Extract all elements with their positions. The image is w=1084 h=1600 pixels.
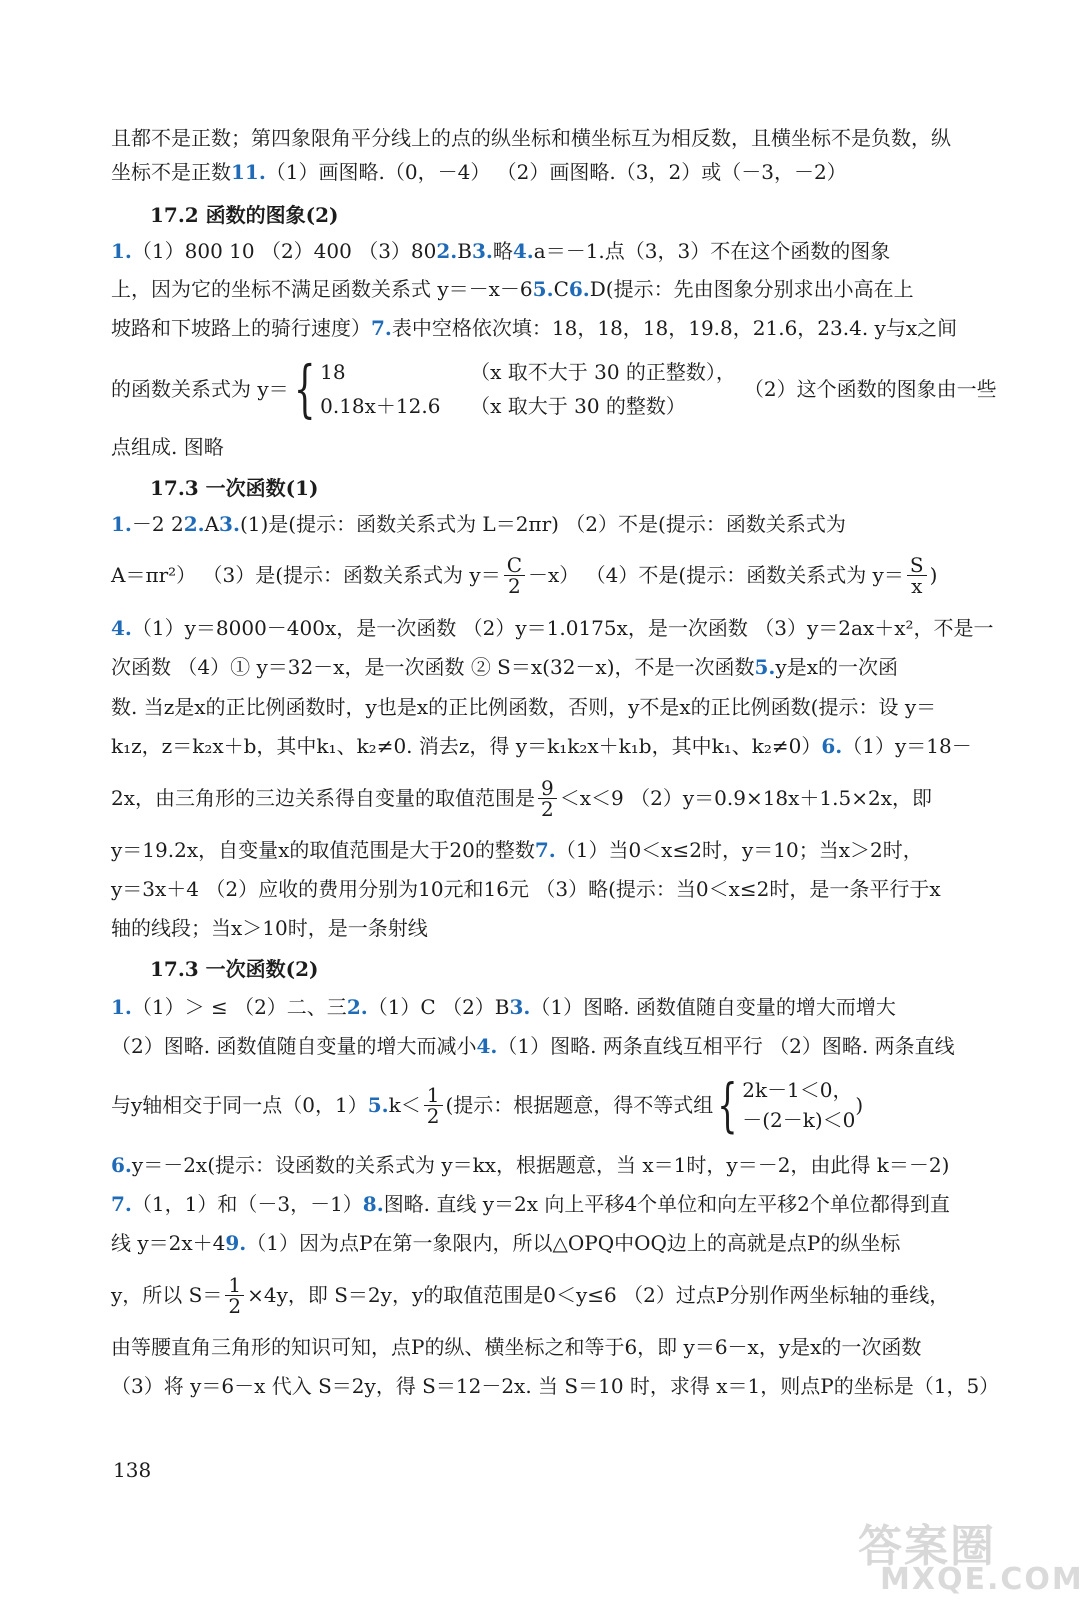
line-text: (1)是(提示：函数关系式为 L＝2πr) （2）不是(提示：函数关系式为 [239,512,846,536]
question-number: 6. [111,1153,132,1177]
fraction-numerator: 1 [424,1085,443,1106]
line-text: （1）y＝8000－400x，是一次函数 （2）y＝1.0175x，是一次函数 （3）y＝2ax＋x²，不是一 [131,616,994,640]
text-line [111,1151,986,1179]
watermark-logo [850,1510,1084,1600]
text-line [111,237,986,265]
line-text: y＝3x＋4 （2）应收的费用分别为10元和16元 （3）略(提示：当0＜x≤2时，是一条平行于x [111,877,941,901]
question-number: 3. [219,512,240,536]
line-text: k₁z，z＝k₂x＋b，其中k₁、k₂≠0. 消去z，得 y＝k₁k₂x＋k₁b，其中k₁、k₂≠0） [111,734,822,758]
line-text: 的函数关系式为 y＝ [111,377,289,401]
fraction-numerator: C [504,555,525,576]
question-number: 6. [568,277,590,301]
line-text: 坡路和下坡路上的骑行速度） [111,316,371,340]
line-text: （1）因为点P在第一象限内，所以△OPQ中OQ边上的高就是点P的纵坐标 [246,1231,901,1255]
question-number: 7. [534,838,556,862]
question-number: 1. [111,239,132,263]
line-text: D(提示：先由图象分别求出小高在上 [589,277,914,301]
line-text: 坐标不是正数 [111,160,231,184]
line-text: y是x的一次函 [775,655,898,679]
question-number: 7. [111,1192,132,1216]
line-text: －x） （4）不是(提示：函数关系式为 y＝ [528,563,904,587]
text-line [111,914,986,942]
fraction-numerator: S [907,555,927,576]
line-text: 图略. 直线 y＝2x 向上平移4个单位和向左平移2个单位都得到直 [383,1192,950,1216]
fraction-numerator: 9 [538,778,557,799]
question-number: 5. [367,1093,389,1117]
text-line [111,773,986,823]
watermark-url: MXQE.COM [880,1562,1084,1597]
line-text: （1，1）和（－3，－1） [131,1192,363,1216]
line-text: （1）图略. 函数值随自变量的增大而增大 [530,995,896,1019]
line-text: （2）这个函数的图象由一些 [743,377,997,401]
line-text: 轴的线段；当x＞10时，是一条射线 [111,916,428,940]
piecewise-function [320,355,736,423]
line-text: 线 y＝2x＋4 [111,1231,226,1255]
piece-expression: 0.18x＋12.6 [320,394,441,418]
line-text: 且都不是正数；第四象限角平分线上的点的纵坐标和横坐标互为相反数，且横坐标不是负数，纵 [111,126,951,150]
line-text: －2 2 [131,512,184,536]
fraction [907,552,927,598]
line-text: a＝－1.点（3，3）不在这个函数的图象 [533,239,891,263]
piece-expression: 18 [320,360,346,384]
text-line [111,1333,986,1361]
line-text: 2x，由三角形的三边关系得自变量的取值范围是 [111,786,536,810]
line-text: 由等腰直角三角形的知识可知，点P的纵、横坐标之和等于6，即 y＝6－x，y是x的一次函数 [111,1335,922,1359]
line-text: ) [929,563,938,587]
question-number: 2. [183,512,205,536]
section-heading: 17.2 函数的图象(2) [150,203,339,227]
line-text: 上，因为它的坐标不满足函数关系式 y＝－x－6 [111,277,533,301]
page-number: 138 [113,1458,152,1482]
fraction [504,552,525,598]
line-text: B [457,239,472,263]
left-brace-icon: { [293,352,316,425]
fraction-denominator: 2 [228,1293,242,1318]
inequality-system [742,1075,855,1135]
text-line [111,1229,986,1257]
line-text: (提示：根据题意，得不等式组 [445,1093,714,1117]
line-text: （2）图略. 函数值随自变量的增大而减小 [111,1034,477,1058]
text-line [111,158,986,186]
fraction-denominator: 2 [426,1103,440,1128]
line-text: 数. 当z是x的正比例函数时，y也是x的正比例函数，否则，y不是x的正比例函数(提示：设 y＝ [111,695,937,719]
question-number: 3. [509,995,531,1019]
line-text: ×4y，即 S＝2y，y的取值范围是0＜y≤6 （2）过点P分别作两坐标轴的垂线， [247,1283,950,1307]
line-text: （1）当0＜x≤2时，y＝10；当x＞2时， [555,838,923,862]
inequality: 2k－1＜0， [742,1078,853,1102]
text-line [111,510,986,538]
question-number: 4. [476,1034,498,1058]
fraction-denominator: 2 [508,573,521,598]
line-text: （1）图略. 两条直线互相平行 （2）图略. 两条直线 [497,1034,955,1058]
text-line [111,550,986,600]
text-line [111,433,986,461]
text-line [111,352,997,426]
question-number: 1. [111,995,132,1019]
line-text: A＝πr²） （3）是(提示：函数关系式为 y＝ [111,563,501,587]
line-text: ) [855,1093,864,1117]
fraction [225,1272,244,1318]
text-line [111,993,986,1021]
question-number: 3. [471,239,493,263]
text-line [111,732,986,760]
line-text: （1）＞ ≤ （2）二、三 [131,995,347,1019]
question-number: 6. [821,734,843,758]
piece-condition: （x 取大于 30 的整数） [470,394,686,418]
fraction [424,1082,443,1128]
line-text: A [204,512,220,536]
text-line [111,124,986,152]
text-line [111,693,986,721]
question-number: 4. [512,239,534,263]
text-line [111,836,986,864]
section-heading: 17.3 一次函数(2) [150,957,319,981]
line-text: （1）y＝18－ [842,734,972,758]
line-text: 表中空格依次填：18，18，18，19.8，21.6，23.4. y与x之间 [391,316,958,340]
section-heading: 17.3 一次函数(1) [150,476,319,500]
line-text: （1）画图略.（0，－4） （2）画图略.（3，2）或（－3，－2） [265,160,847,184]
text-line [111,1072,986,1138]
text-line [111,1032,986,1060]
text-line [111,875,986,903]
question-number: 4. [111,616,132,640]
question-number: 11. [231,160,266,184]
line-text: 与y轴相交于同一点（0，1） [111,1093,368,1117]
fraction-numerator: 1 [225,1275,244,1296]
fraction-denominator: 2 [541,796,554,821]
watermark-text: 答案圈 [858,1521,996,1572]
fraction [538,775,557,821]
line-text: 略 [492,239,513,263]
text-line [111,1372,1000,1400]
line-text: C [553,277,569,301]
question-number: 1. [111,512,132,536]
text-line [111,614,994,642]
text-line [111,653,986,681]
line-text: y，所以 S＝ [111,1283,223,1307]
question-number: 7. [371,316,392,340]
line-text: 次函数 （4）① y＝32－x，是一次函数 ② S＝x(32－x)，不是一次函数 [111,655,755,679]
line-text: 点组成. 图略 [111,435,224,459]
question-number: 5. [754,655,776,679]
question-number: 9. [225,1231,247,1255]
line-text: （3）将 y＝6－x 代入 S＝2y，得 S＝12－2x. 当 S＝10 时，求得 x＝1，则点P的坐标是（1，5） [111,1374,1000,1398]
line-text: （1）800 10 （2）400 （3）80 [131,239,437,263]
line-text: ＜x＜9 （2）y＝0.9×18x＋1.5×2x，即 [559,786,932,810]
line-text: y＝19.2x，自变量x的取值范围是大于20的整数 [111,838,535,862]
question-number: 2. [436,239,458,263]
text-line [111,275,986,303]
question-number: 8. [362,1192,384,1216]
question-number: 5. [532,277,554,301]
text-line [111,1190,986,1218]
line-text: y＝－2x(提示：设函数的关系式为 y＝kx，根据题意，当 x＝1时，y＝－2，由此得 k＝－2) [131,1153,950,1177]
text-line [111,314,986,342]
fraction-denominator: x [911,573,923,598]
line-text: （1）C （2）B [367,995,510,1019]
inequality: －(2－k)＜0 [742,1108,856,1132]
left-brace-icon: { [717,1071,738,1139]
line-text: k＜ [388,1093,421,1117]
text-line [111,1270,986,1320]
question-number: 2. [346,995,368,1019]
piece-condition: （x 取不大于 30 的正整数）， [470,360,736,384]
